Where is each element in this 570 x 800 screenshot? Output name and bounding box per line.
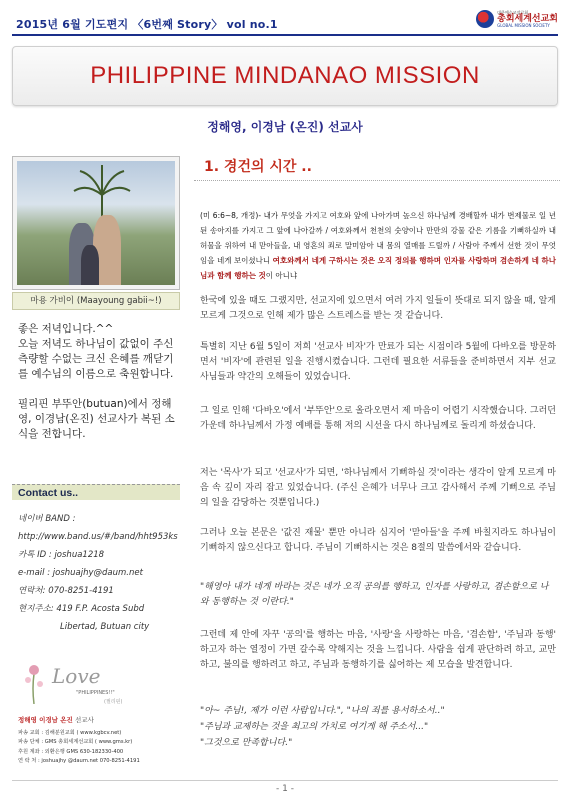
family-photo <box>17 161 175 285</box>
paragraph: 그러나 오늘 본문은 '값진 재물' 뿐만 아니라 심지어 '맏아들'을 주께 바칠지라도 하나님이 기뻐하지 않으신다고 합니다. 주님이 기뻐하시는 것은 8절의 말씀에서와 같습니다. <box>200 528 556 553</box>
info-names <box>18 716 178 726</box>
info-line: 파송 단체 : GMS 총회세계선교회 ( www.gms.kr) <box>18 739 133 745</box>
paragraph: 그런데 제 안에 자꾸 '공의'를 행하는 마음, '사랑'을 사랑하는 마음, '겸손함', '주님과 동행' 하고자 하는 열정이 가면 갈수록 약해지는 것을 느낍니다. 사람을 쉽게 판단하려 하고, 교만하고, 불의를 행하려고 하고, 주님과 동행하기를 싫어하는 제 모습을 발견합니다. <box>200 630 556 670</box>
page-number: - 1 - <box>276 784 294 794</box>
paragraph: 그 일로 인해 '다바오'에서 '부뚜안'으로 올라오면서 제 마음이 어렵기 시작했습니다. 그러던 가운데 하나님께서 가정 예배를 통해 저의 시선을 다시 하나님께로 돌리게 하셨습니다. <box>200 406 556 431</box>
person-figure <box>81 245 99 285</box>
email-link[interactable]: e-mail : joshuajhy@daum.net <box>18 568 143 578</box>
sidebar <box>12 156 180 782</box>
quote: "그것으로 만족합니다." <box>200 738 293 748</box>
missionary-names: 정해영, 이경남 (온진) 선교사 <box>207 120 363 134</box>
info-names-text: 정해영 이경남 온진 <box>18 716 73 724</box>
greeting-text <box>18 322 176 457</box>
info-line: 후원 계좌 : 외환은행 GMS 630-182330-400 <box>18 748 124 755</box>
paragraph: 특별히 지난 6월 5일이 저희 '선교사 비자'가 만료가 되는 시점이라 5월에 다바오를 방문하면서 '비자'에 관련된 일을 진행시켰습니다. 그런데 필요한 서류들을 준비하면서 지부 선교사님들과 약간의 오해들이 있었습니다. <box>200 342 556 382</box>
verse-text: (미 6:6~8, 개정)- 내가 무엇을 가지고 여호와 앞에 나아가며 높으신 하나님께 경배할까 내가 번제물로 일 년 된 송아지를 가지고 그 앞에 나아갈까 / 여호와께서 천천의 숫양이나 만만의 강물 같은 기름을 기뻐하실까 내 허물을 위하여 내 맏아들을, 내 영혼의 죄로 말미암아 내 몸의 열매를 드릴까 / 사람아 주께서 선한 것이 무엇임을 네게 보이셨나니 <box>200 211 556 265</box>
love-philippines-graphic <box>18 656 168 708</box>
love-script: Love <box>52 664 101 688</box>
logo-small-text: 대한예수교장로회 <box>497 9 529 15</box>
contact-heading: Contact us.. <box>12 484 180 500</box>
love-subtitle: "PHILIPPINES!!" <box>76 690 115 696</box>
quote: "아~ 주님!, 제가 이런 사람입니다.", "나의 죄를 용서하소서.." <box>200 706 445 716</box>
info-line: 연 락 처 : joshuajhy @daum.net 070-8251-4191 <box>18 758 140 764</box>
contact-info <box>18 510 178 636</box>
quote: "주님과 교제하는 것을 최고의 가치로 여기게 해 주소서..." <box>200 722 429 732</box>
paragraph: 저는 '목사'가 되고 '선교사'가 되면, '하나님께서 기뻐하실 것'이라는 생각이 알게 모르게 마음 속 깊이 자리 잡고 있었습니다. (주신 은혜가 너무나 크고 감사해서 주께 기뻐으로 주님의 일을 감당하는 것뿐입니다.) <box>200 468 556 508</box>
flower-icon <box>20 660 48 704</box>
logo-english: GLOBAL MISSION SOCIETY <box>497 22 550 28</box>
banner-title: PHILIPPINE MINDANAO MISSION <box>90 62 480 89</box>
verse-end: 이 아니냐 <box>265 271 298 280</box>
family-photo-frame <box>12 156 180 290</box>
info-line: 파송 교회 : 김해분원교회 ( www.kgbcv.net) <box>18 729 122 736</box>
love-subtitle-korean: (필리핀) <box>104 699 123 705</box>
gms-logo <box>476 10 558 28</box>
greeting-paragraph: 필리핀 부뚜안(butuan)에서 정해영, 이경남(온진) 선교사가 복된 소식을 전합니다. <box>18 398 175 440</box>
verse-highlight: 여호와께서 네게 구하시는 것은 오직 정의를 행하며 인자를 사랑하며 겸손하게 네 하나님과 함께 행하는 것 <box>200 256 557 280</box>
section-rule <box>194 180 560 181</box>
gms-logo-icon <box>476 10 494 28</box>
top-rule <box>12 34 558 36</box>
scripture-verse <box>200 208 556 283</box>
paragraph: 한국에 있을 때도 그랬지만, 선교지에 있으면서 여러 가지 일들이 뜻대로 되지 않을 때, 알게 모르게 그것으로 인해 제가 많은 스트레스를 받는 것 같습니다. <box>200 296 556 321</box>
bottom-rule <box>12 780 558 781</box>
quote: "해영아 내가 네게 바라는 것은 네가 오직 공의를 행하고, 인자를 사랑하고, 겸손함으로 나와 동행하는 것 이란다." <box>200 582 549 607</box>
address-line: Libertad, Butuan city <box>60 622 150 632</box>
title-banner <box>12 46 558 106</box>
photo-caption: 마용 가비이 (Maayoung gabii~!) <box>12 292 180 310</box>
top-bar <box>12 10 558 32</box>
kakao-id: 카톡 ID : joshua1218 <box>18 550 105 560</box>
issue-line: 2015년 6월 기도편지 〈6번째 Story〉 vol no.1 <box>16 18 278 31</box>
band-label: 네이버 BAND : <box>18 514 76 524</box>
info-names-suffix: 선교사 <box>75 716 94 724</box>
logo-name: 총회세계선교회 <box>497 13 558 24</box>
section-title: 1. 경건의 시간 .. <box>204 159 312 175</box>
address-line: 현지주소: 419 F.P. Acosta Subd <box>18 604 145 614</box>
greeting-paragraph: 좋은 저녁입니다.^^ 오늘 저녁도 하나님이 값없이 주신 측량할 수없는 크신 은혜를 깨닫기를 예수님의 이름으로 축원합니다. <box>18 323 174 380</box>
phone: 연락처: 070-8251-4191 <box>18 586 114 596</box>
main-content <box>194 148 560 782</box>
mission-info <box>18 716 178 767</box>
band-link[interactable]: http://www.band.us/#/band/hht953ks <box>18 532 178 542</box>
